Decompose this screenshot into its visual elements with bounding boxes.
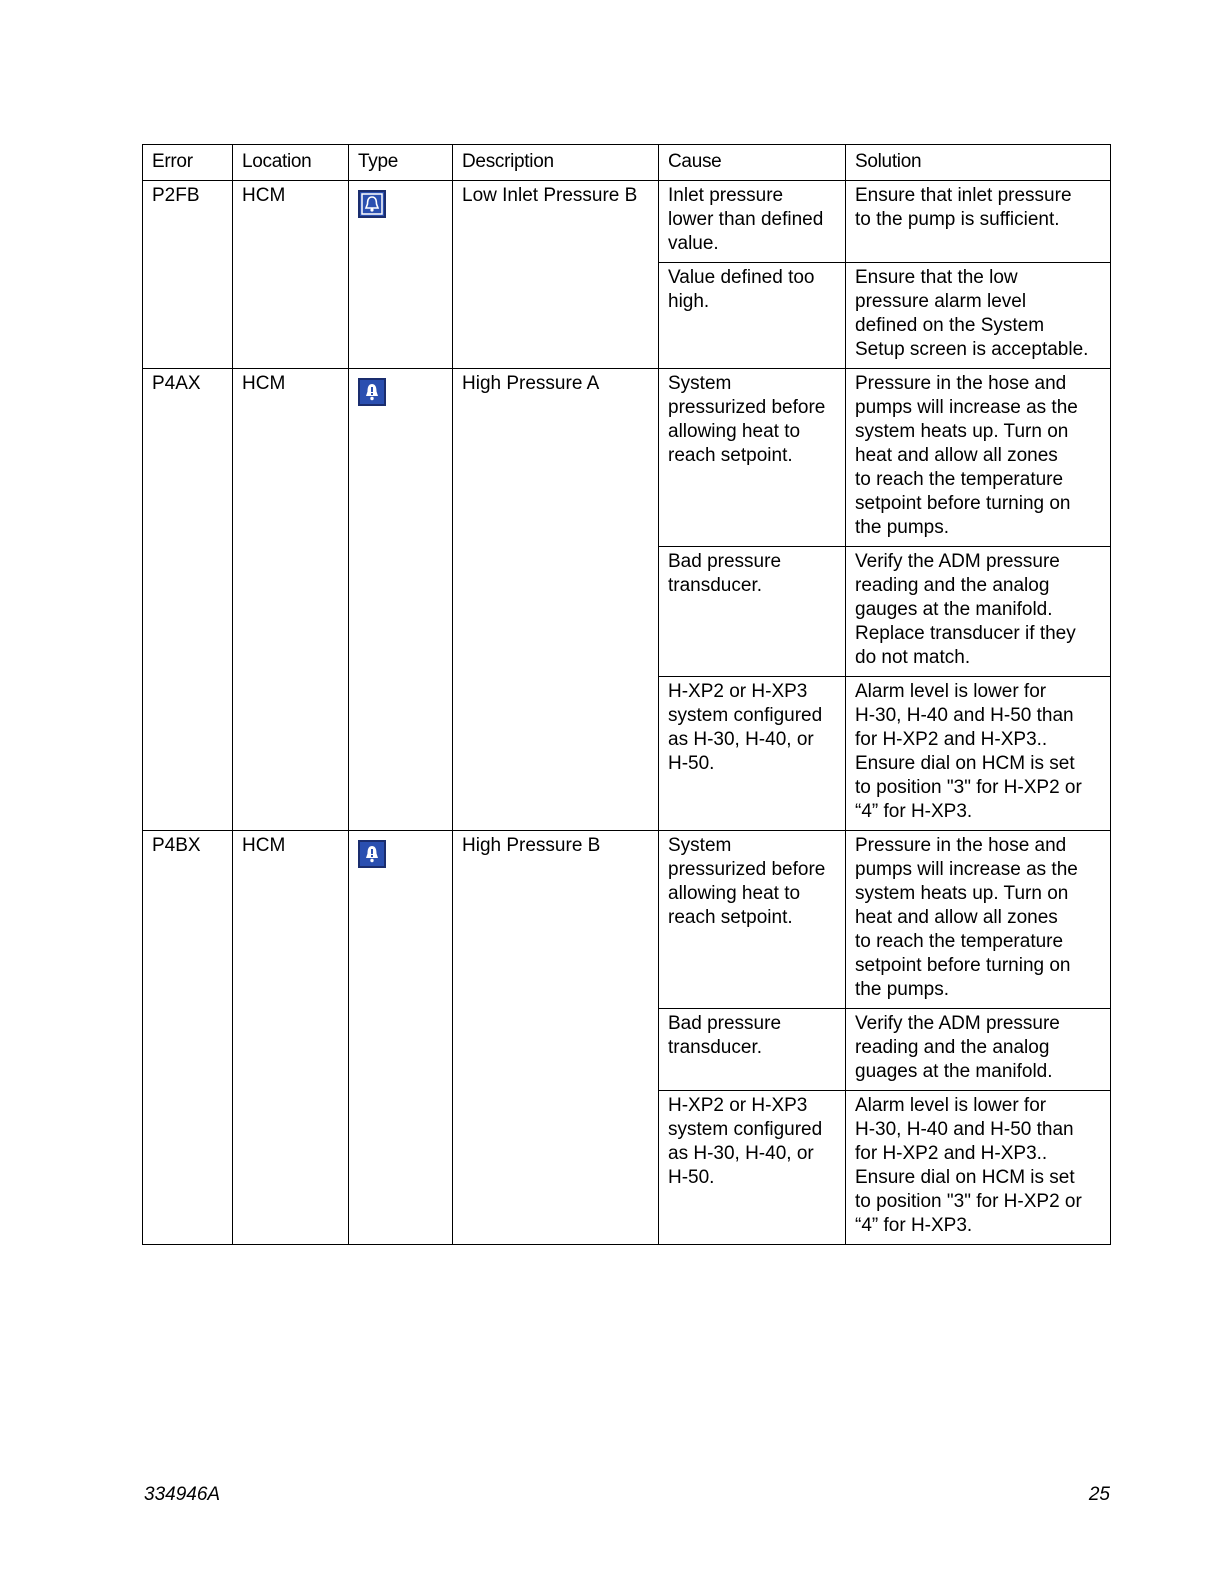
alarm-bell-icon <box>358 378 386 406</box>
description-cell: High Pressure B <box>453 831 659 1245</box>
table-row <box>143 181 1111 263</box>
type-cell <box>349 369 453 831</box>
cause-cell: H-XP2 or H-XP3 system configured as H-30, H-40, or H-50. <box>659 1091 846 1245</box>
cause-cell: Inlet pressure lower than defined value. <box>659 181 846 263</box>
solution-cell: Pressure in the hose and pumps will increase as the system heats up. Turn on heat and allow all zones to reach the temperature setpoint before turning on the pumps. <box>846 831 1111 1009</box>
type-cell <box>349 831 453 1245</box>
header-error: Error <box>143 145 233 181</box>
alarm-bell-icon <box>358 840 386 868</box>
alarm-bell-icon <box>358 190 386 218</box>
location-cell: HCM <box>233 181 349 369</box>
error-table <box>142 144 1111 1245</box>
header-description: Description <box>453 145 659 181</box>
solution-cell: Verify the ADM pressure reading and the analog gauges at the manifold. Replace transducer if they do not match. <box>846 547 1111 677</box>
solution-cell: Ensure that the low pressure alarm level defined on the System Setup screen is acceptable. <box>846 263 1111 369</box>
solution-cell: Alarm level is lower for H-30, H-40 and H-50 than for H-XP2 and H-XP3.. Ensure dial on HCM is set to position "3" for H-XP2 or “4” for H-XP3. <box>846 677 1111 831</box>
table-row <box>143 831 1111 1009</box>
document-number: 334946A <box>144 1484 221 1505</box>
cause-cell: System pressurized before allowing heat to reach setpoint. <box>659 831 846 1009</box>
description-cell: Low Inlet Pressure B <box>453 181 659 369</box>
header-solution: Solution <box>846 145 1111 181</box>
error-code-cell: P4BX <box>143 831 233 1245</box>
type-cell <box>349 181 453 369</box>
location-cell: HCM <box>233 831 349 1245</box>
cause-cell: Value defined too high. <box>659 263 846 369</box>
solution-cell: Verify the ADM pressure reading and the analog guages at the manifold. <box>846 1009 1111 1091</box>
header-type: Type <box>349 145 453 181</box>
page-number: 25 <box>1088 1484 1110 1505</box>
header-cause: Cause <box>659 145 846 181</box>
table-header-row <box>143 145 1111 181</box>
table-row <box>143 369 1111 547</box>
cause-cell: Bad pressure transducer. <box>659 1009 846 1091</box>
solution-cell: Pressure in the hose and pumps will increase as the system heats up. Turn on heat and allow all zones to reach the temperature setpoint before turning on the pumps. <box>846 369 1111 547</box>
cause-cell: Bad pressure transducer. <box>659 547 846 677</box>
error-code-cell: P2FB <box>143 181 233 369</box>
error-code-cell: P4AX <box>143 369 233 831</box>
description-cell: High Pressure A <box>453 369 659 831</box>
cause-cell: H-XP2 or H-XP3 system configured as H-30, H-40, or H-50. <box>659 677 846 831</box>
location-cell: HCM <box>233 369 349 831</box>
solution-cell: Ensure that inlet pressure to the pump is sufficient. <box>846 181 1111 263</box>
cause-cell: System pressurized before allowing heat to reach setpoint. <box>659 369 846 547</box>
header-location: Location <box>233 145 349 181</box>
solution-cell: Alarm level is lower for H-30, H-40 and H-50 than for H-XP2 and H-XP3.. Ensure dial on HCM is set to position "3" for H-XP2 or “4” for H-XP3. <box>846 1091 1111 1245</box>
